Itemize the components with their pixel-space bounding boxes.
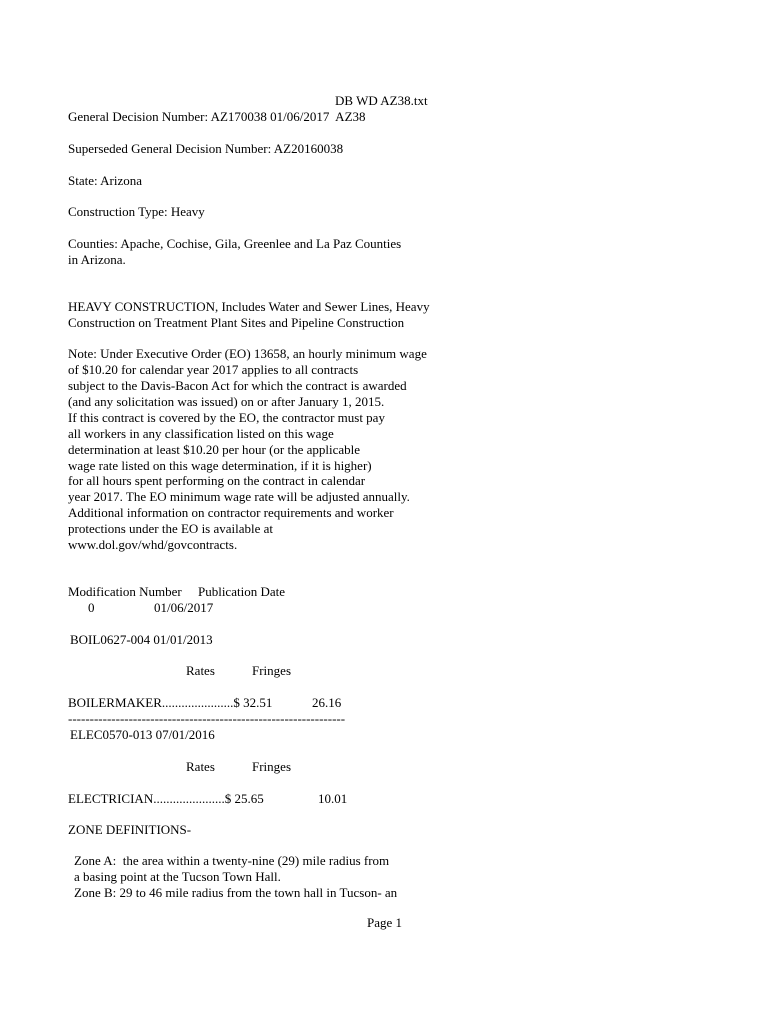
note-line: subject to the Davis-Bacon Act for which the contract is awarded: [68, 378, 407, 393]
file-header: DB WD AZ38.txt: [335, 93, 428, 108]
note-line: year 2017. The EO minimum wage rate will be adjusted annually.: [68, 489, 410, 504]
fringes-header: Fringes: [252, 663, 291, 678]
scope-line: HEAVY CONSTRUCTION, Includes Water and Sewer Lines, Heavy: [68, 299, 430, 314]
scope-line: Construction on Treatment Plant Sites and Pipeline Construction: [68, 315, 405, 330]
note-line: of $10.20 for calendar year 2017 applies to all contracts: [68, 362, 359, 377]
note-line: all workers in any classification listed on this wage: [68, 426, 334, 441]
boilermaker-fringe: 26.16: [312, 695, 342, 710]
superseded-decision-number: Superseded General Decision Number: AZ20160038: [68, 141, 344, 156]
note-line: wage rate listed on this wage determination, if it is higher): [68, 458, 372, 473]
rates-header: Rates: [186, 663, 215, 678]
note-line: (and any solicitation was issued) on or after January 1, 2015.: [68, 394, 385, 409]
fringes-header: Fringes: [252, 759, 291, 774]
electrician-fringe: 10.01: [318, 791, 348, 806]
state-line: State: Arizona: [68, 173, 143, 188]
publication-date: 01/06/2017: [154, 600, 214, 615]
note-line: If this contract is covered by the EO, the contractor must pay: [68, 410, 385, 425]
note-line: for all hours spent performing on the contract in calendar: [68, 473, 366, 488]
modification-header: Modification Number Publication Date: [68, 584, 285, 599]
note-line: determination at least $10.20 per hour (or the applicable: [68, 442, 361, 457]
section-divider: ----------------------------------------------------------------: [68, 711, 346, 726]
electrician-rate: ELECTRICIAN......................$ 25.65: [68, 791, 264, 806]
page-number: Page 1: [367, 915, 403, 930]
boilermaker-rate: BOILERMAKER......................$ 32.51: [68, 695, 273, 710]
note-link-line: www.dol.gov/whd/govcontracts.: [68, 537, 238, 552]
zone-line: Zone A: the area within a twenty-nine (29) mile radius from: [74, 853, 390, 868]
modification-number: 0: [88, 600, 95, 615]
boil-code: BOIL0627-004 01/01/2013: [70, 632, 213, 647]
rates-header: Rates: [186, 759, 215, 774]
zone-line: Zone B: 29 to 46 mile radius from the town hall in Tucson- an: [74, 885, 398, 900]
construction-type-line: Construction Type: Heavy: [68, 204, 205, 219]
general-decision-number: General Decision Number: AZ170038 01/06/2017 AZ38: [68, 109, 366, 124]
elec-code: ELEC0570-013 07/01/2016: [70, 727, 215, 742]
zone-definitions-title: ZONE DEFINITIONS-: [68, 822, 192, 837]
note-line: protections under the EO is available at: [68, 521, 274, 536]
counties-line: Counties: Apache, Cochise, Gila, Greenlee and La Paz Counties: [68, 236, 402, 251]
note-line: Note: Under Executive Order (EO) 13658, an hourly minimum wage: [68, 346, 427, 361]
zone-line: a basing point at the Tucson Town Hall.: [74, 869, 281, 884]
counties-line: in Arizona.: [68, 252, 126, 267]
note-line: Additional information on contractor requirements and worker: [68, 505, 394, 520]
